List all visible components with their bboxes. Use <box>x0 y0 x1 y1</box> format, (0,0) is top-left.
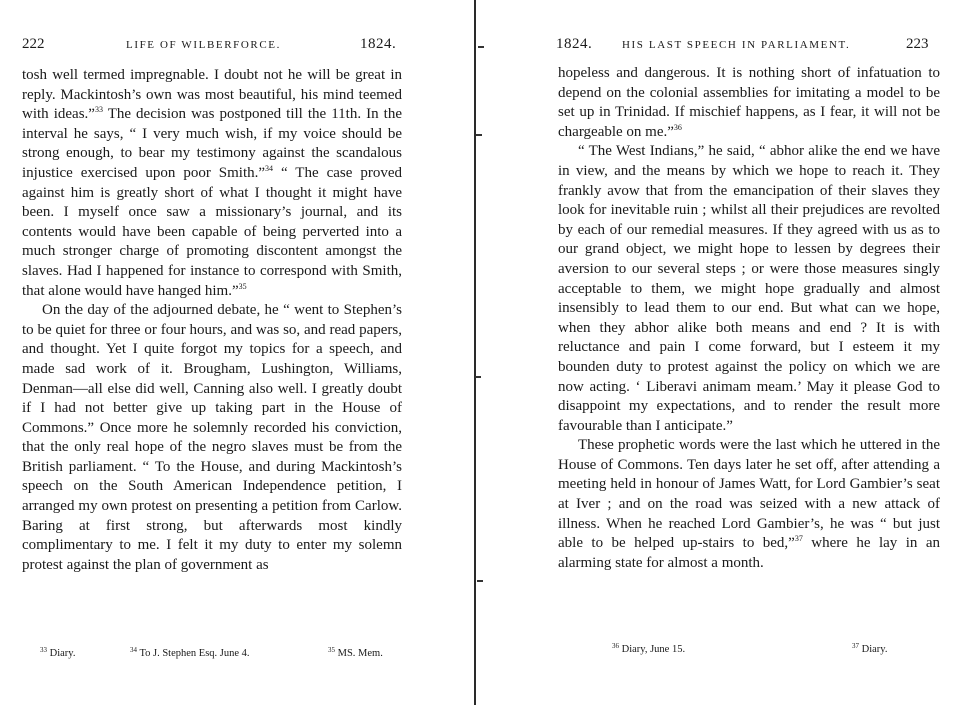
footnote-number: 37 <box>852 642 859 650</box>
page-number: 223 <box>906 36 929 52</box>
left-running-head <box>22 36 402 54</box>
text-run: The decision was postponed till the 11th. In the interval he says, “ I very much wish, if my voice should be strong enough, to bear my testimony against the scandalous injustice exercised upon poor Smith.” <box>22 106 402 181</box>
footnote-ref: 33 <box>94 105 103 115</box>
right-body-text <box>558 64 940 573</box>
text-run: “ The case proved against him is greatly short of what I thought it might have been. I myself once saw a missionary’s journal, and its contents would have been capable of being perverted into a much stronger charge of promoting discontent amongst the slaves. Had I happened for instance to correspond with Smith, that alone would have hanged him.” <box>22 164 402 299</box>
footnote-number: 36 <box>612 642 619 650</box>
text-run: hopeless and dangerous. It is nothing short of infatuation to depend on the colonial assemblies for imitating a model to be set up in Trinidad. If mischief happens, as I fear, it will not be chargeable on me.” <box>558 65 940 140</box>
running-year: 1824. <box>556 36 593 52</box>
left-body-text <box>22 66 402 575</box>
footnote-ref: 35 <box>238 281 247 291</box>
text-run: where he lay in an alarming state for almost a month. <box>558 535 941 571</box>
paragraph <box>558 64 940 142</box>
footnote-text: Diary, June 15. <box>621 644 686 655</box>
footnote-number: 34 <box>130 646 137 654</box>
footnote <box>40 648 75 659</box>
paragraph <box>558 436 940 573</box>
gutter-line <box>474 0 476 705</box>
page-number: 222 <box>22 36 45 52</box>
running-title: LIFE OF WILBERFORCE. <box>126 39 281 51</box>
left-page <box>0 0 470 705</box>
footnote-ref: 36 <box>673 122 682 132</box>
right-running-head <box>556 36 938 54</box>
footnote-ref: 37 <box>794 534 803 544</box>
text-run: These prophetic words were the last which he uttered in the House of Commons. Ten days later he set off, after attending a meeting held in honour of James Watt, for Lord Gambier’s seat at Iver ; and on the road was seized with a new attack of illness. When he reached Lord Gambier’s, he was “ but just able to be helped up-stairs to bed,” <box>558 437 940 552</box>
footnote-text: To J. Stephen Esq. June 4. <box>139 648 250 659</box>
paragraph <box>558 142 940 436</box>
gutter-mark <box>475 376 481 378</box>
running-year: 1824. <box>360 36 397 52</box>
footnote <box>130 648 250 659</box>
text-run: “ The West Indians,” he said, “ abhor alike the end we have in view, and the means by which we hope to reach it. They frankly avow that from the emancipation of their slaves they look for inevitable ruin ; whilst all their prejudices are revolted by each of our remedial measures. If they agreed with us as to our grand object, we might hope to lessen by degrees their aversion to our several steps ; or were those measures singly acceptable to them, we might hope gradually and almost insensibly to lead them to our end. But what can we hope, when they abhor alike both means and end ? It is with reluctance and pain I come forward, but I esteem it my bounden duty to protest against the policy on which we are now acting. ‘ Liberavi animam meam.’ May it please God to disappoint my expectations, and to render the result more favourable than I anticipate.” <box>558 143 940 434</box>
footnote <box>328 648 383 659</box>
paragraph <box>22 66 402 301</box>
footnote-text: Diary. <box>49 648 76 659</box>
footnote-text: Diary. <box>861 644 888 655</box>
paragraph <box>22 301 402 575</box>
footnote-text: MS. Mem. <box>337 648 383 659</box>
right-page <box>482 0 980 705</box>
footnote <box>852 644 887 655</box>
footnote <box>612 644 685 655</box>
text-run: tosh well termed impregnable. I doubt not he will be great in reply. Mackintosh’s own was most beautiful, his mind teemed with ideas.” <box>22 67 402 123</box>
footnote-number: 33 <box>40 646 47 654</box>
footnote-number: 35 <box>328 646 335 654</box>
running-title: HIS LAST SPEECH IN PARLIAMENT. <box>622 39 851 51</box>
footnote-ref: 34 <box>265 163 274 173</box>
text-run: On the day of the adjourned debate, he “ went to Stephen’s to be quiet for three or four hours, and was so, and read papers, and thought. Yet I quite forgot my topics for a speech, and made sad work of it. Brougham, Lushington, Williams, Denman—all else did well, Canning also well. I greatly doubt if I had not better give up taking part in the House of Commons.” Once more he solemnly recorded his conviction, that the only real hope of the negro slaves must be from the British parliament. “ To the House, and during Mackintosh’s speech on the South American Independence petition, I arranged my own protest on presenting a petition from Carlow. Baring at first strong, but afterwards most kindly complimentary to me. I felt it my duty to enter my solemn protest against the plan of government as <box>22 302 402 573</box>
